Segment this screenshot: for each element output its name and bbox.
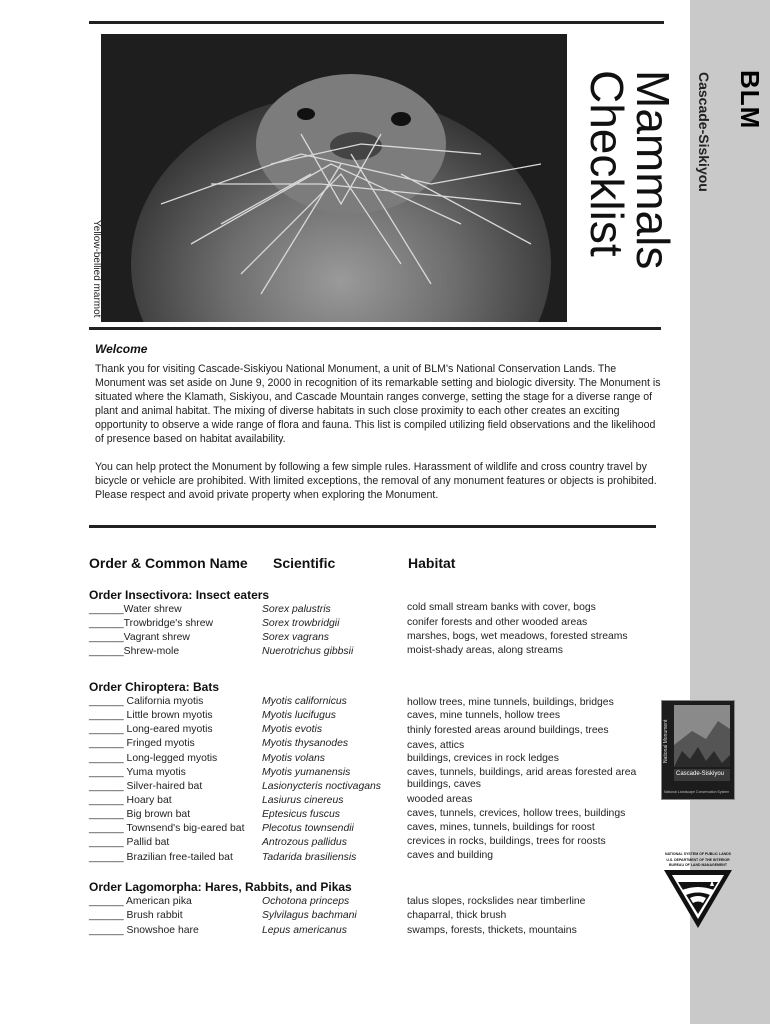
- top-rule: [89, 21, 664, 24]
- habitat: caves, tunnels, buildings, arid areas forested area: [407, 767, 637, 778]
- common-name: ______ Long-eared myotis: [89, 724, 213, 735]
- scientific-name: Myotis evotis: [262, 724, 323, 735]
- scientific-name: Plecotus townsendii: [262, 823, 354, 834]
- monument-footer: National Landscape Conservation System: [664, 790, 730, 794]
- common-name: ______ Townsend's big-eared bat: [89, 823, 245, 834]
- scientific-name: Sylvilagus bachmani: [262, 910, 357, 921]
- monument-name: Cascade-Siskiyou: [676, 771, 725, 777]
- scientific-name: Lepus americanus: [262, 925, 347, 936]
- habitat: swamps, forests, thickets, mountains: [407, 925, 577, 936]
- blm-logo: [660, 850, 736, 930]
- scientific-name: Nuerotrichus gibbsii: [262, 646, 354, 657]
- habitat: buildings, caves: [407, 779, 481, 790]
- document-title: [581, 70, 679, 270]
- column-header-habitat: Habitat: [408, 555, 456, 571]
- common-name: ______ California myotis: [89, 696, 204, 707]
- monument-landscape: [662, 701, 734, 799]
- common-name: ______ Little brown myotis: [89, 710, 213, 721]
- marmot-photo: [101, 34, 567, 322]
- monument-badge: [661, 700, 735, 800]
- scientific-name: Myotis thysanodes: [262, 738, 349, 749]
- habitat: caves, attics: [407, 740, 465, 751]
- common-name: ______Vagrant shrew: [89, 632, 190, 643]
- scientific-name: Sorex palustris: [262, 604, 331, 615]
- common-name: ______ Snowshoe hare: [89, 925, 199, 936]
- common-name: ______ American pika: [89, 896, 192, 907]
- welcome-paragraph-2: You can help protect the Monument by following a few simple rules. Harassment of wildlife and cross country travel by bicycle or vehicle are prohibited. With limited exceptions, the removal of any monument features or objects is prohibited. Please respect and avoid private property when exploring the Monument.: [95, 461, 657, 501]
- photo-rule: [89, 327, 661, 330]
- common-name: ______ Pallid bat: [89, 837, 170, 848]
- scientific-name: Eptesicus fuscus: [262, 809, 340, 820]
- scientific-name: Sorex vagrans: [262, 632, 329, 643]
- habitat: caves and building: [407, 850, 494, 861]
- blm-heading: BLM: [735, 70, 765, 130]
- common-name: ______ Brush rabbit: [89, 910, 183, 921]
- welcome-heading: Welcome: [95, 342, 148, 356]
- section-rule: [89, 525, 656, 528]
- scientific-name: Myotis lucifugus: [262, 710, 336, 721]
- habitat: cold small stream banks with cover, bogs: [407, 602, 596, 613]
- habitat: crevices in rocks, buildings, trees for roosts: [407, 836, 606, 847]
- common-name: ______ Yuma myotis: [89, 767, 186, 778]
- scientific-name: Sorex trowbridgii: [262, 618, 340, 629]
- habitat: talus slopes, rockslides near timberline: [407, 896, 586, 907]
- logo-line-1: NATIONAL SYSTEM OF PUBLIC LANDS: [665, 852, 731, 856]
- logo-line-3: BUREAU OF LAND MANAGEMENT: [669, 863, 727, 867]
- order-title: Order Insectivora: Insect eaters: [89, 588, 270, 602]
- scientific-name: Tadarida brasiliensis: [262, 852, 357, 863]
- order-title: Order Chiroptera: Bats: [89, 680, 220, 694]
- scientific-name: Myotis yumanensis: [262, 767, 351, 778]
- habitat: thinly forested areas around buildings, trees: [407, 725, 609, 736]
- scientific-name: Ochotona princeps: [262, 896, 350, 907]
- common-name: ______ Long-legged myotis: [89, 753, 218, 764]
- region-heading: Cascade-Siskiyou: [696, 72, 712, 192]
- common-name: ______ Hoary bat: [89, 795, 172, 806]
- habitat: chaparral, thick brush: [407, 910, 507, 921]
- logo-line-2: U.S. DEPARTMENT OF THE INTERIOR: [666, 858, 730, 862]
- scientific-name: Myotis californicus: [262, 696, 347, 707]
- common-name: ______Shrew-mole: [89, 646, 180, 657]
- habitat: hollow trees, mine tunnels, buildings, bridges: [407, 697, 614, 708]
- blm-shield-icon: [660, 868, 736, 930]
- welcome-paragraph-1: Thank you for visiting Cascade-Siskiyou National Monument, a unit of BLM's National Conservation Lands. The Monument was set aside on June 9, 2000 in recognition of its remarkable setting and biologic diversity. The Monument is situated where the Klamath, Siskiyou, and Cascade Mountain ranges converge, setting the stage for a diverse range of plant and animal habitat. The mixing of diverse habitats in such close proximity to each other creates an exciting opportunity to observe a wide range of flora and fauna. This list is compiled utilizing field observations and the likelihood of presence based on habitat availability.: [95, 363, 661, 445]
- scientific-name: Lasionycteris noctivagans: [262, 781, 381, 792]
- common-name: ______ Brazilian free-tailed bat: [89, 852, 233, 863]
- habitat: buildings, crevices in rock ledges: [407, 753, 559, 764]
- common-name: ______ Silver-haired bat: [89, 781, 203, 792]
- habitat: caves, tunnels, crevices, hollow trees, buildings: [407, 808, 626, 819]
- column-header-scientific: Scientific: [273, 555, 336, 571]
- order-title: Order Lagomorpha: Hares, Rabbits, and Pikas: [89, 880, 352, 894]
- scientific-name: Antrozous pallidus: [262, 837, 347, 848]
- habitat: moist-shady areas, along streams: [407, 645, 563, 656]
- habitat: marshes, bogs, wet meadows, forested streams: [407, 631, 628, 642]
- photo-caption: Yellow-bellied marmot: [91, 220, 102, 318]
- common-name: ______Trowbridge's shrew: [89, 618, 214, 629]
- habitat: caves, mines, tunnels, buildings for roost: [407, 822, 595, 833]
- scientific-name: Lasiurus cinereus: [262, 795, 344, 806]
- title-line-1: Mammals: [627, 70, 679, 270]
- common-name: ______ Fringed myotis: [89, 738, 195, 749]
- common-name: ______ Big brown bat: [89, 809, 191, 820]
- habitat: caves, mine tunnels, hollow trees: [407, 710, 561, 721]
- title-line-2: Checklist: [581, 70, 633, 257]
- scientific-name: Myotis volans: [262, 753, 325, 764]
- marmot-illustration: [101, 34, 567, 322]
- habitat: conifer forests and other wooded areas: [407, 617, 588, 628]
- habitat: wooded areas: [407, 794, 473, 805]
- monument-side-label: National Monument: [663, 719, 669, 763]
- column-header-common: Order & Common Name: [89, 555, 248, 571]
- common-name: ______Water shrew: [89, 604, 182, 615]
